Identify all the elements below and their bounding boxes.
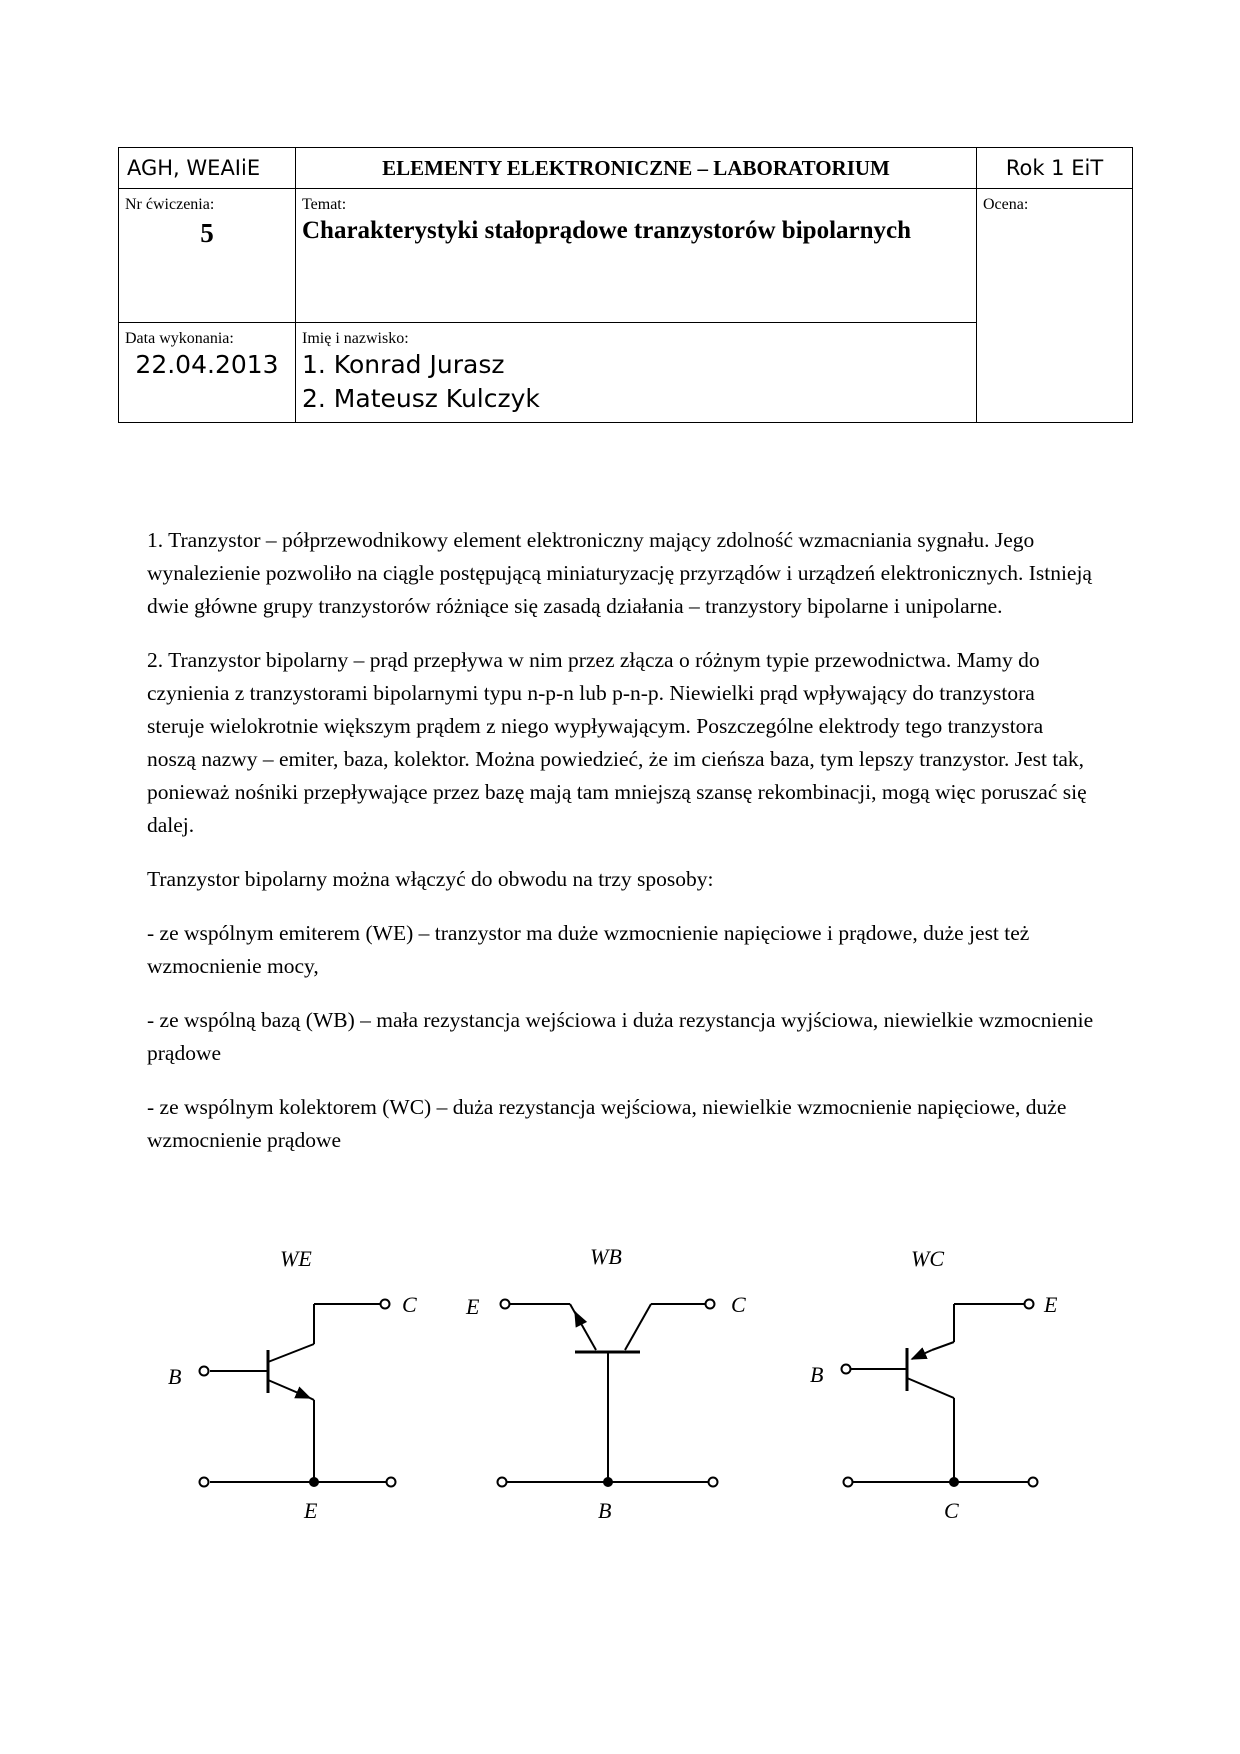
we-emitter-label: E (304, 1498, 318, 1523)
list-item-wb: - ze wspólną bazą (WB) – mała rezystancja wejściowa i duża rezystancja wyjściowa, niewielkie wzmocnienie prądowe (147, 1008, 1094, 1065)
wb-circuit (498, 1300, 718, 1487)
wb-title: WB (590, 1244, 622, 1269)
date-label: Data wykonania: (125, 330, 234, 347)
we-collector-label: C (402, 1292, 417, 1317)
list-item-wc: - ze wspólnym kolektorem (WC) – duża rezystancja wejściowa, niewielkie wzmocnienie napięciowe, duże wzmocnienie prądowe (147, 1095, 1067, 1152)
names-label: Imię i nazwisko: (302, 330, 409, 347)
names-cell (296, 323, 977, 423)
we-title: WE (280, 1246, 312, 1271)
course-title: ELEMENTY ELEKTRONICZNE – LABORATORIUM (296, 148, 977, 189)
wc-title: WC (911, 1246, 944, 1271)
document-body (147, 524, 1097, 1178)
wb-base-label: B (598, 1498, 612, 1523)
exercise-number: 5 (200, 218, 214, 248)
wc-emitter-label: E (1044, 1292, 1058, 1317)
wc-circuit (842, 1300, 1038, 1487)
wb-collector-label: C (731, 1292, 746, 1317)
topic-cell (296, 189, 977, 323)
wc-collector-label: C (944, 1498, 959, 1523)
exercise-label: Nr ćwiczenia: (125, 196, 215, 213)
we-base-label: B (168, 1364, 182, 1389)
paragraph-2: 2. Tranzystor bipolarny – prąd przepływa w nim przez złącza o różnym typie przewodnictwa. Mamy do czynienia z tranzystorami bipolarnymi typu n-p-n lub p-n-p. Niewielki prąd wpływający do tranzystora steruje wielokrotnie większym prądem z niego wypływającym. Poszczególne elektrody tego tranzystora noszą nazwy – emiter, baza, kolektor. Można powiedzieć, że im cieńsza baza, tym lepszy tranzystor. Jest tak, ponieważ nośniki przepływające przez bazę mają tam mniejszą szansę rekombinacji, mogą więc poruszać się dalej. (147, 648, 1087, 837)
wc-base-label: B (810, 1362, 824, 1387)
grade-label: Ocena: (983, 196, 1029, 213)
grade-cell (977, 189, 1133, 423)
date-cell (119, 323, 296, 423)
institution: AGH, WEAIiE (119, 148, 296, 189)
paragraph-1: 1. Tranzystor – półprzewodnikowy element elektroniczny mający zdolność wzmacniania sygnału. Jego wynalezienie pozwoliło na ciągle postępującą miniaturyzację przyrządów i urządzeń elektronicznych. Istnieją dwie główne grupy tranzystorów różniące się zasadą działania – tranzystory bipolarne i unipolarne. (147, 528, 1092, 618)
date-value: 22.04.2013 (135, 350, 279, 379)
list-item-we: - ze wspólnym emiterem (WE) – tranzystor ma duże wzmocnienie napięciowe i prądowe, duże jest też wzmocnienie mocy, (147, 921, 1030, 978)
header-table (118, 147, 1133, 423)
we-circuit (200, 1300, 396, 1487)
wb-emitter-label: E (466, 1294, 480, 1319)
name-2: 2. Mateusz Kulczyk (302, 384, 540, 413)
paragraph-3: Tranzystor bipolarny można włączyć do obwodu na trzy sposoby: (147, 867, 714, 891)
exercise-cell (119, 189, 296, 323)
topic-label: Temat: (302, 196, 347, 213)
name-1: 1. Konrad Jurasz (302, 350, 505, 379)
topic-title: Charakterystyki stałoprądowe tranzystorów bipolarnych (302, 217, 912, 244)
study-year: Rok 1 EiT (977, 148, 1133, 189)
